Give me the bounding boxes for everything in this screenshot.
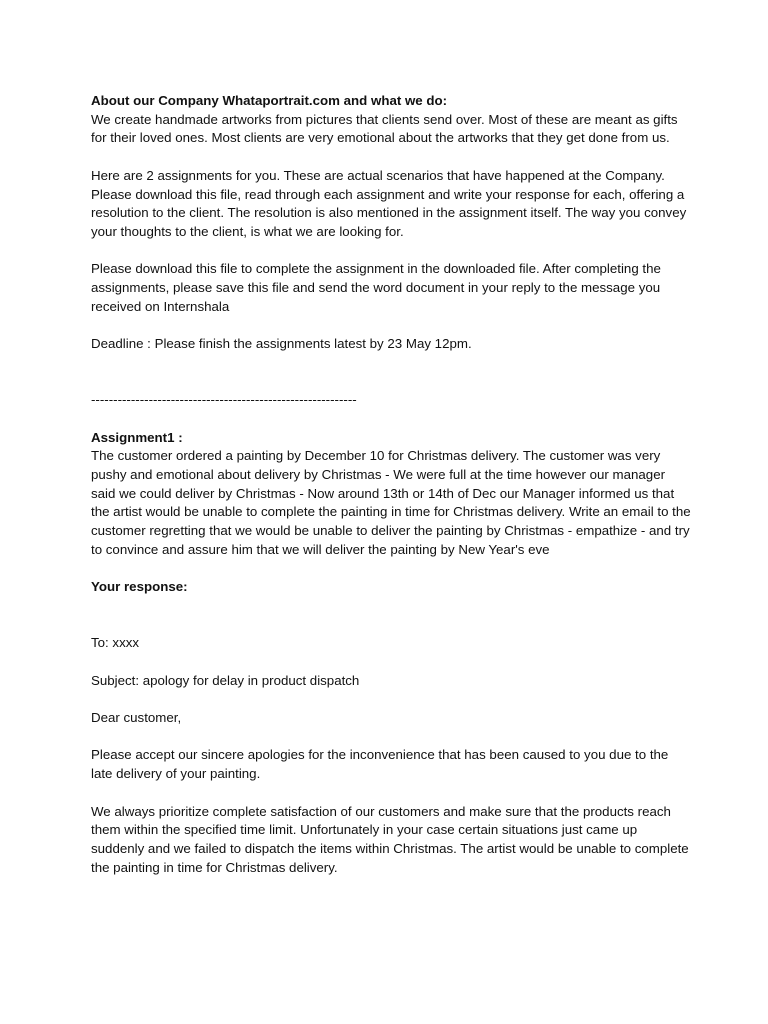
document-body [91,92,691,877]
spacer [91,316,691,335]
email-subject-line: Subject: apology for delay in product dispatch [91,672,360,688]
email-apology-paragraph: Please accept our sincere apologies for the inconvenience that has been caused to you due to the late delivery of your painting. [91,747,669,782]
about-paragraph: We create handmade artworks from pictures that clients send over. Most of these are meant as gifts for their loved ones. Most clients are very emotional about the artworks that they get done from us. [91,111,678,146]
spacer [91,597,691,634]
response-heading: Your response: [91,579,188,595]
spacer [91,242,691,261]
assignment1-paragraph: The customer ordered a painting by December 10 for Christmas delivery. The customer was very pushy and emotional about delivery by Christmas - We were full at the time however our manager said we could deliver by Christmas - Now around 13th or 14th of Dec our Manager informed us that the artist would be unable to complete the painting in time for Christmas delivery. Write an email to the customer regretting that we would be unable to deliver the painting by Christmas - empathize - and try to convince and assure him that we will deliver the painting by New Year's eve [91,448,691,557]
spacer [91,354,691,391]
assignment1-heading: Assignment1 : [91,429,183,445]
assignments-intro-paragraph: Here are 2 assignments for you. These are actual scenarios that have happened at the Company. Please download this file, read through each assignment and write your response for each, offering a resolution to the client. The resolution is also mentioned in the assignment itself. The way you convey your thoughts to the client, is what we are looking for. [91,167,687,239]
spacer [91,148,691,167]
email-greeting: Dear customer, [91,710,182,726]
spacer [91,560,691,579]
dashed-divider: ------------------------------------------------------------ [91,392,357,408]
spacer [91,690,691,709]
spacer [91,410,691,429]
spacer [91,728,691,747]
spacer [91,653,691,672]
email-to-line: To: xxxx [91,635,140,651]
spacer [91,784,691,803]
download-instructions-paragraph: Please download this file to complete the assignment in the downloaded file. After completing the assignments, please save this file and send the word document in your reply to the message you received on Internshala [91,261,661,314]
about-heading: About our Company Whataportrait.com and what we do: [91,93,448,108]
deadline-text: Deadline : Please finish the assignments latest by 23 May 12pm. [91,336,472,352]
email-explanation-paragraph: We always prioritize complete satisfaction of our customers and make sure that the products reach them within the specified time limit. Unfortunately in your case certain situations just came up suddenly and we failed to dispatch the items within Christmas. The artist would be unable to complete the painting in time for Christmas delivery. [91,803,689,875]
